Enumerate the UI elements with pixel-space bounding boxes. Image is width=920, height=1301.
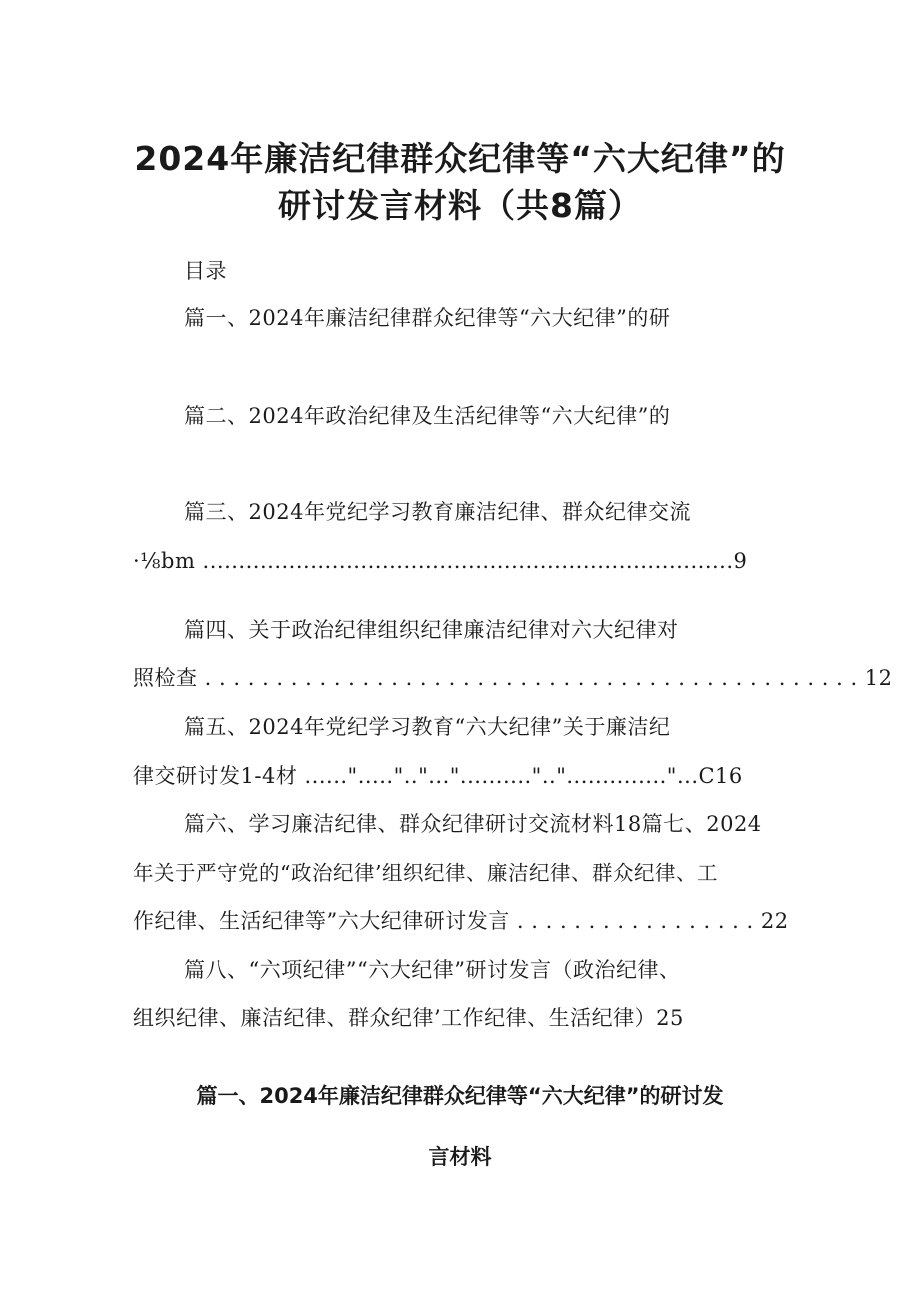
toc-item-3-page: ·⅛bm ..........................................................................9: [133, 549, 748, 573]
toc-heading: 目录: [184, 259, 227, 283]
toc-item-8: 篇八、“六项纪律”“六大纪律”研讨发言（政治纪律、: [184, 958, 681, 982]
toc-item-4-page: 照检查 . . . . . . . . . . . . . . . . . . . . . . . . . . . . . . . . . . . . . . . . . . . . . . 12: [133, 666, 893, 690]
toc-item-8-page: 组织纪律、廉洁纪律、群众纪律’工作纪律、生活纪律）25: [133, 1006, 684, 1030]
document-title-line1: 2024年廉洁纪律群众纪律等“六大纪律”的: [134, 139, 786, 178]
toc-item-7-line: 年关于严守党的“政治纪律’组织纪律、廉洁纪律、群众纪律、工: [133, 861, 718, 885]
toc-item-4: 篇四、关于政治纪律组织纪律廉洁纪律对六大纪律对: [184, 618, 679, 642]
section-1-heading-line1: 篇一、2024年廉洁纪律群众纪律等“六大纪律”的研讨发: [196, 1084, 724, 1108]
toc-item-7-page: 作纪律、生活纪律等”六大纪律研讨发言 . . . . . . . . . . . . . . . . . 22: [133, 909, 789, 933]
toc-item-1: 篇一、2024年廉洁纪律群众纪律等“六大纪律”的研: [184, 306, 671, 330]
toc-item-5: 篇五、2024年党纪学习教育“六大纪律”关于廉洁纪: [184, 715, 671, 739]
document-title-line2: 研讨发言材料（共8篇）: [278, 186, 642, 225]
toc-item-6: 篇六、学习廉洁纪律、群众纪律研讨交流材料18篇七、2024: [184, 812, 762, 836]
toc-item-2: 篇二、2024年政治纪律及生活纪律等“六大纪律”的: [184, 404, 671, 428]
toc-item-5-page: 律交研讨发1-4材 ......".....".."...".........."..".............."...C16: [133, 764, 743, 788]
section-1-heading-line2: 言材料: [428, 1145, 492, 1169]
toc-item-3: 篇三、2024年党纪学习教育廉洁纪律、群众纪律交流: [184, 500, 691, 524]
